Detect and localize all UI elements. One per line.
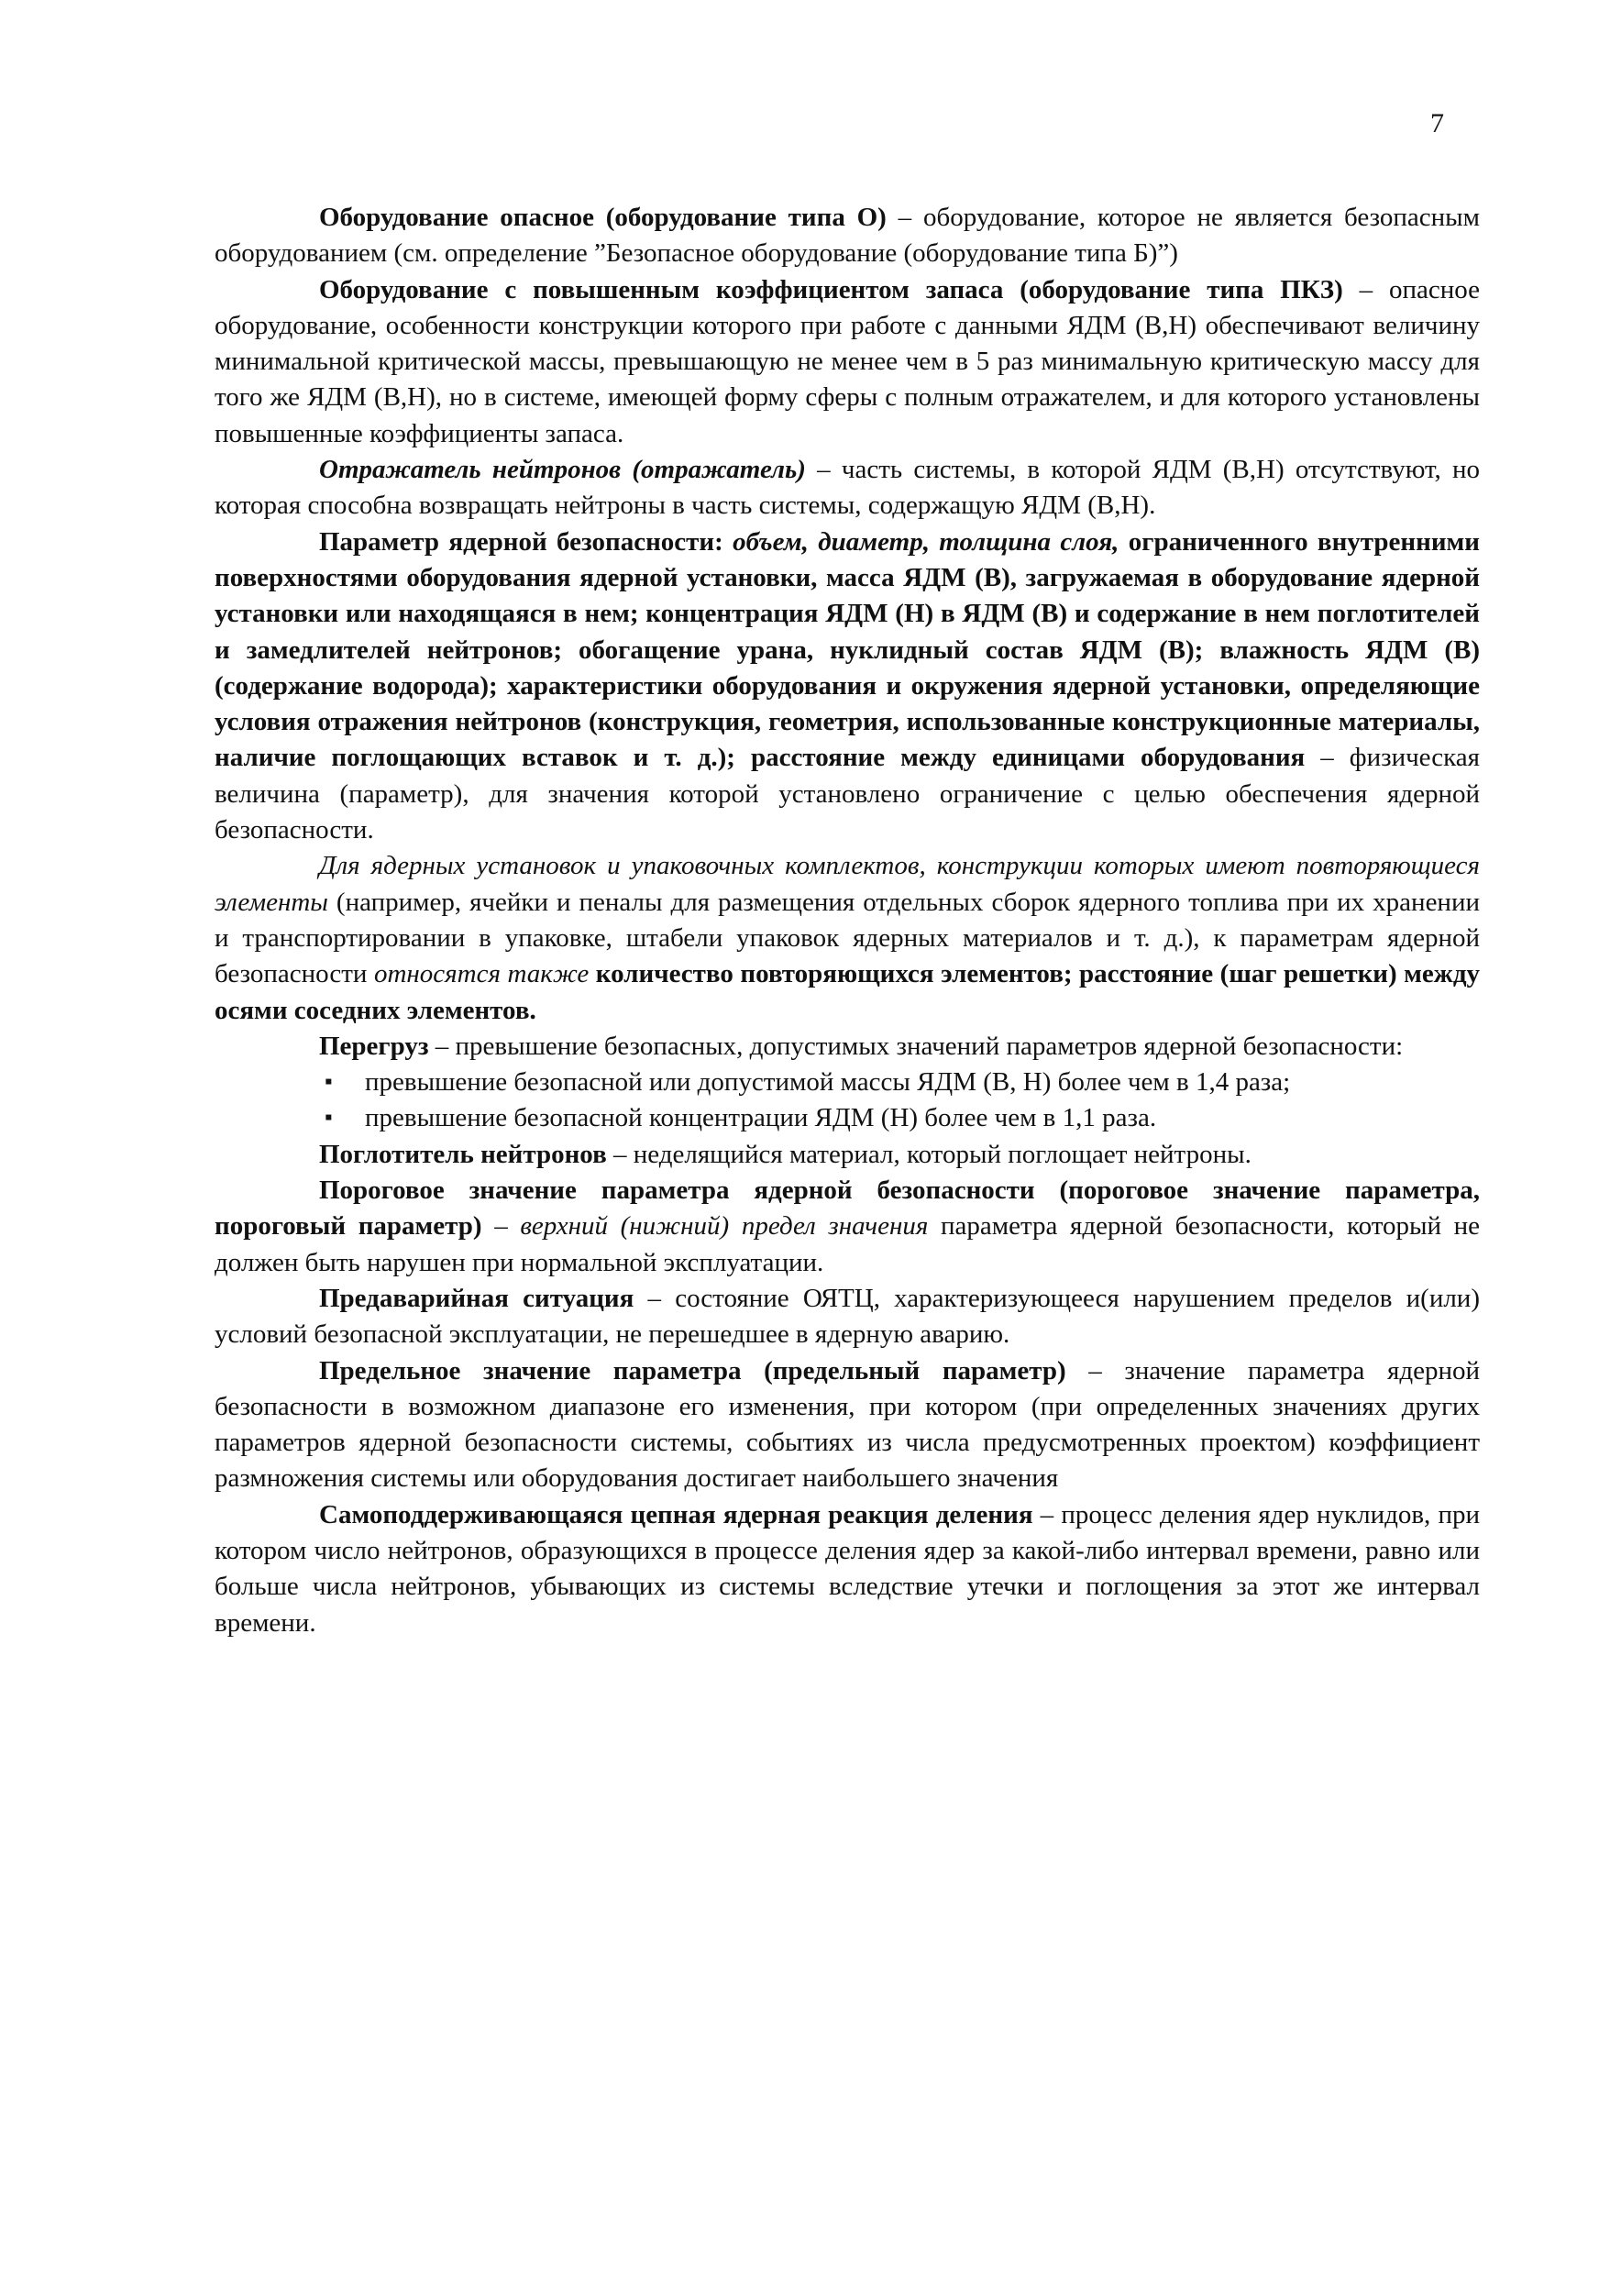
term: Предельное значение параметра (предельный параметр)	[319, 1355, 1066, 1385]
definition-overload	[215, 1029, 1480, 1065]
term: Параметр ядерной безопасности:	[319, 526, 723, 557]
italic-text: верхний (нижний) предел значения	[520, 1211, 929, 1242]
term: Оборудование с повышенным коэффициентом запаса (оборудование типа ПКЗ)	[319, 274, 1343, 304]
definition-text: – состояние ОЯТЦ, характеризующееся нарушением пределов и(или) условий безопасной эксплуатации, не перешедшее в ядерную аварию.	[215, 1283, 1480, 1350]
document-body	[215, 200, 1480, 1641]
list-item-text: превышение безопасной или допустимой массы ЯДМ (В, Н) более чем в 1,4 раза;	[365, 1067, 1291, 1098]
italic-text: относятся также	[373, 959, 590, 989]
overload-list	[215, 1065, 1480, 1137]
definition-threshold-value	[215, 1173, 1480, 1281]
definition-text: – значение параметра ядерной безопасности в возможном диапазоне его изменения, при котором (при определенных значениях других параметров ядерной безопасности системы, событиях из числа предусмотренных проектом) коэффициент размножения системы или оборудования достигает наибольшего значения	[215, 1355, 1480, 1494]
definition-text: параметра ядерной безопасности, который не должен быть нарушен при нормальной эксплуатации.	[215, 1211, 1481, 1277]
page-number: 7	[1430, 108, 1444, 138]
definition-limit-value	[215, 1353, 1480, 1497]
definition-safety-parameter	[215, 524, 1480, 849]
definition-text: – оборудование, которое не является безопасным оборудованием (см. определение ”Безопасное оборудование (оборудование типа Б)”)	[215, 203, 1481, 269]
term: Оборудование опасное (оборудование типа О)	[319, 203, 887, 232]
definition-text: – опасное оборудование, особенности конструкции которого при работе с данными ЯДМ (В,Н) обеспечивают величину минимальной критической массы, превышающую не менее чем в 5 раз минимальную критическую массу для того же ЯДМ (В,Н), но в системе, имеющей форму сферы с полным отражателем, и для которого установлены повышенные коэффициенты запаса.	[215, 274, 1481, 448]
definition-text: – процесс деления ядер нуклидов, при котором число нейтронов, образующихся в процессе деления ядер за какой-либо интервал времени, равно или больше числа нейтронов, убывающих из системы вследствие утечки и поглощения за этот же интервал времени.	[215, 1499, 1480, 1638]
term: Пороговое значение параметра ядерной безопасности (пороговое значение параметра, пороговый параметр)	[215, 1176, 1480, 1242]
definition-text: – превышение безопасных, допустимых значений параметров ядерной безопасности:	[428, 1031, 1404, 1061]
definition-reflector	[215, 452, 1480, 524]
definition-chain-reaction	[215, 1497, 1480, 1641]
term: Поглотитель нейтронов	[319, 1139, 607, 1169]
definition-equipment-dangerous	[215, 200, 1480, 272]
definition-text: – часть системы, в которой ЯДМ (В,Н) отсутствуют, но которая способна возвращать нейтроны в часть системы, содержащую ЯДМ (В,Н).	[215, 455, 1481, 521]
definition-absorber	[215, 1137, 1480, 1173]
italic-text: Для ядерных установок и упаковочных комплектов, конструкции которых имеют повторяющиеся элементы	[215, 851, 1480, 917]
term: Самоподдерживающаяся цепная ядерная реакция деления	[319, 1499, 1033, 1529]
term-italic: объем, диаметр, толщина слоя,	[722, 526, 1119, 557]
list-item-text: превышение безопасной концентрации ЯДМ (Н) более чем в 1,1 раза.	[365, 1103, 1157, 1133]
paragraph-repeating-elements	[215, 848, 1480, 1028]
list-item	[215, 1065, 1480, 1100]
paragraph-text: (например, ячейки и пеналы для размещения отдельных сборок ядерного топлива при их хранении и транспортировании в упаковке, штабели упаковок ядерных материалов и т. д.), к параметрам ядерной безопасности	[215, 887, 1480, 989]
bold-text: количество повторяющихся элементов; расстояние (шаг решетки) между осями соседних элементов.	[215, 959, 1480, 1025]
list-item	[215, 1100, 1480, 1136]
dash: –	[481, 1211, 521, 1242]
bullet-icon: ▪	[325, 1070, 333, 1095]
definition-pre-emergency	[215, 1281, 1480, 1353]
term: Отражатель нейтронов (отражатель)	[319, 455, 806, 485]
term: Перегруз	[319, 1031, 429, 1061]
bullet-icon: ▪	[325, 1106, 333, 1131]
definition-text: – физическая величина (параметр), для значения которой установлено ограничение с целью обеспечения ядерной безопасности.	[215, 743, 1481, 845]
definition-text: – неделящийся материал, который поглощает нейтроны.	[606, 1139, 1252, 1169]
definition-bold-text: ограниченного внутренними поверхностями оборудования ядерной установки, масса ЯДМ (В), загружаемая в оборудование ядерной установки или находящаяся в нем; концентрация ЯДМ (Н) в ЯДМ (В) и содержание в нем поглотителей и замедлителей нейтронов; обогащение урана, нуклидный состав ЯДМ (В); влажность ЯДМ (В) (содержание водорода); характеристики оборудования и окружения ядерной установки, определяющие условия отражения нейтронов (конструкция, геометрия, использованные конструкционные материалы, наличие поглощающих вставок и т. д.); расстояние между единицами оборудования	[215, 526, 1480, 773]
term: Предаварийная ситуация	[319, 1283, 634, 1313]
definition-equipment-pkz	[215, 272, 1480, 452]
